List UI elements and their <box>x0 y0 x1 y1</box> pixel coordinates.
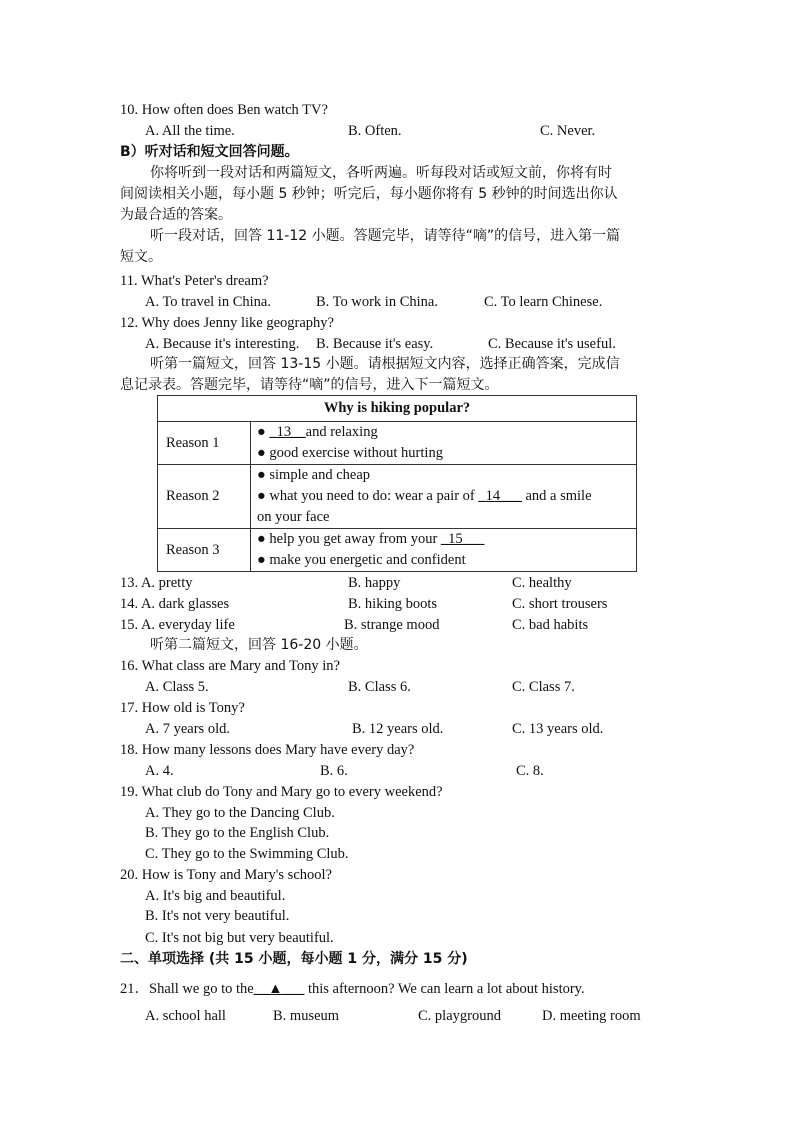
reason-2-line-3: on your face <box>257 509 330 525</box>
reason-2-line-2: ● what you need to do: wear a pair of <box>257 488 479 504</box>
q19-stem: 19. What club do Tony and Mary go to every weekend? <box>120 784 443 800</box>
table-title: Why is hiking popular? <box>158 396 637 422</box>
q12-option-c: C. Because it's useful. <box>488 336 616 352</box>
q19-option-c: C. They go to the Swimming Club. <box>145 846 349 862</box>
q12-option-a: A. Because it's interesting. <box>145 336 300 352</box>
reason-1-content <box>251 422 637 465</box>
q16-option-b: B. Class 6. <box>348 679 411 695</box>
reason-2-line-2-end: and a smile <box>521 488 592 504</box>
q20-option-b: B. It's not very beautiful. <box>145 908 290 924</box>
q21-option-b: B. museum <box>273 1008 340 1024</box>
q15-option-c: C. bad habits <box>512 617 589 633</box>
q21-option-c: C. playground <box>418 1008 501 1024</box>
q20-option-c: C. It's not big but very beautiful. <box>145 930 334 946</box>
q17-option-c: C. 13 years old. <box>512 721 604 737</box>
passage1-instr-2: 息记录表。答题完毕，请等待“嘀”的信号，进入下一篇短文。 <box>120 377 499 393</box>
reason-1-label: Reason 1 <box>158 422 251 465</box>
q13-option-a: 13. A. pretty <box>120 575 193 591</box>
blank-13: _13__ <box>269 424 306 440</box>
q21-blank: __▲___ <box>253 981 305 997</box>
q14-option-c: C. short trousers <box>512 596 608 612</box>
q18-option-a: A. 4. <box>145 763 174 779</box>
q11-option-c: C. To learn Chinese. <box>484 294 603 310</box>
q15-option-b: B. strange mood <box>344 617 440 633</box>
q16-stem: 16. What class are Mary and Tony in? <box>120 658 340 674</box>
q21-stem-start: 21．Shall we go to the <box>120 981 254 997</box>
q13-option-b: B. happy <box>348 575 401 591</box>
hiking-info-table <box>157 395 637 572</box>
q16-option-a: A. Class 5. <box>145 679 209 695</box>
q10-option-a: A. All the time. <box>145 123 235 139</box>
q21-option-d: D. meeting room <box>542 1008 641 1024</box>
q12-stem: 12. Why does Jenny like geography? <box>120 315 334 331</box>
q19-option-b: B. They go to the English Club. <box>145 825 330 841</box>
q11-stem: 11. What's Peter's dream? <box>120 273 269 289</box>
q17-option-b: B. 12 years old. <box>352 721 444 737</box>
q14-option-a: 14. A. dark glasses <box>120 596 230 612</box>
q15-option-a: 15. A. everyday life <box>120 617 235 633</box>
blank-15: _15___ <box>440 531 485 547</box>
reason-3-line-1: ● help you get away from your <box>257 531 441 547</box>
section-b-instr-4: 听一段对话，回答 11-12 小题。答题完毕，请等待“嘀”的信号，进入第一篇 <box>150 228 621 244</box>
section-b-title: B）听对话和短文回答问题。 <box>120 144 299 160</box>
reason-2-label: Reason 2 <box>158 465 251 529</box>
q21-stem-end: this afternoon? We can learn a lot about history. <box>304 981 585 997</box>
section-b-instr-2: 间阅读相关小题，每小题 5 秒钟；听完后，每小题你将有 5 秒钟的时间选出你认 <box>120 186 618 202</box>
q17-option-a: A. 7 years old. <box>145 721 230 737</box>
q11-option-a: A. To travel in China. <box>145 294 271 310</box>
q14-option-b: B. hiking boots <box>348 596 438 612</box>
reason-2-content <box>251 465 637 529</box>
table-row-reason-1 <box>158 422 637 465</box>
section-b-instr-1: 你将听到一段对话和两篇短文，各听两遍。听每段对话或短文前，你将有时 <box>150 165 612 181</box>
reason-1-line-1: and relaxing <box>305 424 378 440</box>
q17-stem: 17. How old is Tony? <box>120 700 245 716</box>
section-b-instr-5: 短文。 <box>120 249 162 265</box>
table-row-reason-2 <box>158 465 637 529</box>
reason-3-content <box>251 529 637 572</box>
q18-option-b: B. 6. <box>320 763 348 779</box>
q18-stem: 18. How many lessons does Mary have every day? <box>120 742 415 758</box>
q16-option-c: C. Class 7. <box>512 679 575 695</box>
q19-option-a: A. They go to the Dancing Club. <box>145 805 335 821</box>
q18-option-c: C. 8. <box>516 763 544 779</box>
reason-2-line-1: ● simple and cheap <box>257 467 371 483</box>
q20-option-a: A. It's big and beautiful. <box>145 888 286 904</box>
passage1-instr-1: 听第一篇短文，回答 13-15 小题。请根据短文内容，选择正确答案，完成信 <box>150 356 620 372</box>
reason-3-label: Reason 3 <box>158 529 251 572</box>
q12-option-b: B. Because it's easy. <box>316 336 434 352</box>
q21-stem <box>120 980 585 998</box>
passage2-instr: 听第二篇短文，回答 16-20 小题。 <box>150 637 368 653</box>
q20-stem: 20. How is Tony and Mary's school? <box>120 867 332 883</box>
q10-stem: 10. How often does Ben watch TV? <box>120 102 328 118</box>
reason-3-line-2: ● make you energetic and confident <box>257 552 466 568</box>
reason-1-line-2: ● good exercise without hurting <box>257 445 443 461</box>
section-b-instr-3: 为最合适的答案。 <box>120 207 232 223</box>
q21-option-a: A. school hall <box>145 1008 226 1024</box>
q13-option-c: C. healthy <box>512 575 572 591</box>
q10-option-b: B. Often. <box>348 123 402 139</box>
bullet: ● <box>257 424 270 440</box>
blank-14: _14___ <box>478 488 522 504</box>
section-2-title: 二、单项选择 (共 15 小题，每小题 1 分，满分 15 分) <box>120 951 468 967</box>
q11-option-b: B. To work in China. <box>316 294 438 310</box>
table-row-reason-3 <box>158 529 637 572</box>
q10-option-c: C. Never. <box>540 123 596 139</box>
